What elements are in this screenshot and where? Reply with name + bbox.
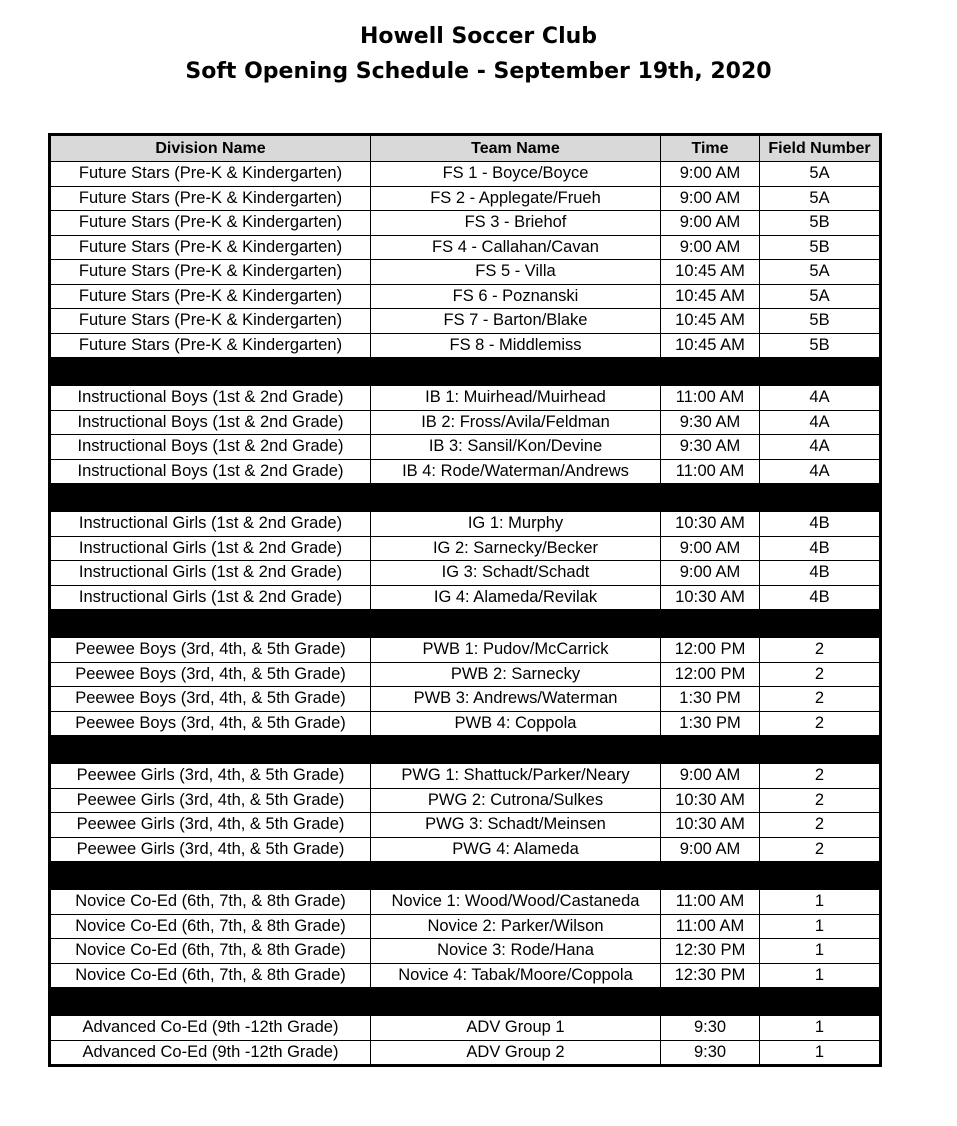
team-cell: FS 3 - Briehof (371, 211, 661, 236)
time-cell: 1:30 PM (661, 687, 760, 712)
field-cell: 4A (760, 459, 881, 484)
time-cell: 10:45 AM (661, 333, 760, 358)
field-cell: 5B (760, 211, 881, 236)
table-row (50, 837, 881, 862)
table-row (50, 459, 881, 484)
field-cell: 2 (760, 837, 881, 862)
field-cell: 4B (760, 585, 881, 610)
division-cell: Instructional Boys (1st & 2nd Grade) (50, 459, 371, 484)
team-cell: FS 7 - Barton/Blake (371, 309, 661, 334)
division-cell: Advanced Co-Ed (9th -12th Grade) (50, 1016, 371, 1041)
division-cell: Instructional Boys (1st & 2nd Grade) (50, 386, 371, 411)
time-cell: 10:45 AM (661, 260, 760, 285)
field-cell: 1 (760, 963, 881, 988)
team-cell: PWB 4: Coppola (371, 711, 661, 736)
column-header-team: Team Name (371, 135, 661, 162)
division-cell: Peewee Girls (3rd, 4th, & 5th Grade) (50, 813, 371, 838)
field-cell: 5A (760, 162, 881, 187)
team-cell: IB 3: Sansil/Kon/Devine (371, 435, 661, 460)
division-cell: Peewee Boys (3rd, 4th, & 5th Grade) (50, 687, 371, 712)
time-cell: 9:00 AM (661, 561, 760, 586)
division-cell: Future Stars (Pre-K & Kindergarten) (50, 211, 371, 236)
table-row (50, 284, 881, 309)
team-cell: FS 1 - Boyce/Boyce (371, 162, 661, 187)
table-row (50, 890, 881, 915)
team-cell: FS 5 - Villa (371, 260, 661, 285)
team-cell: PWB 3: Andrews/Waterman (371, 687, 661, 712)
team-cell: PWB 2: Sarnecky (371, 662, 661, 687)
field-cell: 1 (760, 890, 881, 915)
time-cell: 9:00 AM (661, 536, 760, 561)
schedule-subtitle: Soft Opening Schedule - September 19th, 2020 (185, 59, 772, 84)
team-cell: IG 1: Murphy (371, 512, 661, 537)
table-row (50, 309, 881, 334)
field-cell: 5B (760, 309, 881, 334)
team-cell: PWG 2: Cutrona/Sulkes (371, 788, 661, 813)
team-cell: PWG 4: Alameda (371, 837, 661, 862)
column-header-field: Field Number (760, 135, 881, 162)
table-row (50, 687, 881, 712)
division-cell: Novice Co-Ed (6th, 7th, & 8th Grade) (50, 914, 371, 939)
field-cell: 1 (760, 1016, 881, 1041)
separator-bar (50, 610, 881, 638)
field-cell: 2 (760, 687, 881, 712)
division-cell: Instructional Girls (1st & 2nd Grade) (50, 512, 371, 537)
field-cell: 4A (760, 386, 881, 411)
team-cell: Novice 4: Tabak/Moore/Coppola (371, 963, 661, 988)
field-cell: 4B (760, 536, 881, 561)
table-row (50, 914, 881, 939)
division-cell: Peewee Boys (3rd, 4th, & 5th Grade) (50, 711, 371, 736)
table-row (50, 963, 881, 988)
group-separator (50, 358, 881, 386)
team-cell: PWG 1: Shattuck/Parker/Neary (371, 764, 661, 789)
table-row (50, 561, 881, 586)
table-row (50, 638, 881, 663)
time-cell: 9:30 AM (661, 410, 760, 435)
time-cell: 12:00 PM (661, 638, 760, 663)
time-cell: 9:30 (661, 1040, 760, 1066)
division-cell: Instructional Boys (1st & 2nd Grade) (50, 435, 371, 460)
table-row (50, 662, 881, 687)
team-cell: IG 3: Schadt/Schadt (371, 561, 661, 586)
field-cell: 2 (760, 764, 881, 789)
field-cell: 5B (760, 333, 881, 358)
group-separator (50, 862, 881, 890)
division-cell: Future Stars (Pre-K & Kindergarten) (50, 260, 371, 285)
separator-bar (50, 988, 881, 1016)
division-cell: Peewee Girls (3rd, 4th, & 5th Grade) (50, 764, 371, 789)
table-row (50, 410, 881, 435)
time-cell: 9:00 AM (661, 211, 760, 236)
time-cell: 9:00 AM (661, 186, 760, 211)
time-cell: 10:45 AM (661, 309, 760, 334)
schedule-table (48, 133, 882, 1067)
table-row (50, 813, 881, 838)
table-row (50, 585, 881, 610)
time-cell: 10:30 AM (661, 585, 760, 610)
time-cell: 11:00 AM (661, 890, 760, 915)
time-cell: 1:30 PM (661, 711, 760, 736)
table-row (50, 211, 881, 236)
table-row (50, 235, 881, 260)
time-cell: 9:00 AM (661, 764, 760, 789)
time-cell: 10:30 AM (661, 813, 760, 838)
table-row (50, 939, 881, 964)
time-cell: 9:00 AM (661, 235, 760, 260)
group-separator (50, 736, 881, 764)
division-cell: Novice Co-Ed (6th, 7th, & 8th Grade) (50, 963, 371, 988)
time-cell: 12:30 PM (661, 963, 760, 988)
separator-bar (50, 736, 881, 764)
field-cell: 4A (760, 410, 881, 435)
table-row (50, 186, 881, 211)
field-cell: 4A (760, 435, 881, 460)
division-cell: Future Stars (Pre-K & Kindergarten) (50, 309, 371, 334)
time-cell: 9:30 (661, 1016, 760, 1041)
table-row (50, 711, 881, 736)
time-cell: 9:30 AM (661, 435, 760, 460)
table-row (50, 764, 881, 789)
division-cell: Instructional Girls (1st & 2nd Grade) (50, 561, 371, 586)
separator-bar (50, 484, 881, 512)
team-cell: FS 6 - Poznanski (371, 284, 661, 309)
division-cell: Peewee Girls (3rd, 4th, & 5th Grade) (50, 788, 371, 813)
schedule-body (50, 162, 881, 1066)
team-cell: FS 8 - Middlemiss (371, 333, 661, 358)
time-cell: 10:30 AM (661, 788, 760, 813)
field-cell: 5B (760, 235, 881, 260)
team-cell: Novice 1: Wood/Wood/Castaneda (371, 890, 661, 915)
team-cell: IB 1: Muirhead/Muirhead (371, 386, 661, 411)
division-cell: Novice Co-Ed (6th, 7th, & 8th Grade) (50, 890, 371, 915)
time-cell: 11:00 AM (661, 386, 760, 411)
field-cell: 2 (760, 662, 881, 687)
field-cell: 2 (760, 638, 881, 663)
time-cell: 11:00 AM (661, 914, 760, 939)
table-row (50, 1016, 881, 1041)
table-row (50, 333, 881, 358)
separator-bar (50, 358, 881, 386)
team-cell: Novice 3: Rode/Hana (371, 939, 661, 964)
field-cell: 4B (760, 561, 881, 586)
time-cell: 10:45 AM (661, 284, 760, 309)
time-cell: 9:00 AM (661, 837, 760, 862)
field-cell: 5A (760, 284, 881, 309)
team-cell: Novice 2: Parker/Wilson (371, 914, 661, 939)
time-cell: 12:30 PM (661, 939, 760, 964)
table-row (50, 260, 881, 285)
team-cell: ADV Group 2 (371, 1040, 661, 1066)
table-row (50, 536, 881, 561)
table-row (50, 386, 881, 411)
field-cell: 1 (760, 939, 881, 964)
group-separator (50, 988, 881, 1016)
team-cell: PWG 3: Schadt/Meinsen (371, 813, 661, 838)
division-cell: Future Stars (Pre-K & Kindergarten) (50, 186, 371, 211)
division-cell: Future Stars (Pre-K & Kindergarten) (50, 162, 371, 187)
field-cell: 5A (760, 186, 881, 211)
division-cell: Future Stars (Pre-K & Kindergarten) (50, 235, 371, 260)
division-cell: Instructional Girls (1st & 2nd Grade) (50, 585, 371, 610)
team-cell: IG 2: Sarnecky/Becker (371, 536, 661, 561)
division-cell: Instructional Boys (1st & 2nd Grade) (50, 410, 371, 435)
field-cell: 1 (760, 914, 881, 939)
column-header-time: Time (661, 135, 760, 162)
field-cell: 2 (760, 788, 881, 813)
field-cell: 5A (760, 260, 881, 285)
team-cell: ADV Group 1 (371, 1016, 661, 1041)
division-cell: Future Stars (Pre-K & Kindergarten) (50, 284, 371, 309)
division-cell: Peewee Girls (3rd, 4th, & 5th Grade) (50, 837, 371, 862)
time-cell: 9:00 AM (661, 162, 760, 187)
division-cell: Advanced Co-Ed (9th -12th Grade) (50, 1040, 371, 1066)
team-cell: IB 2: Fross/Avila/Feldman (371, 410, 661, 435)
division-cell: Novice Co-Ed (6th, 7th, & 8th Grade) (50, 939, 371, 964)
field-cell: 4B (760, 512, 881, 537)
table-row (50, 788, 881, 813)
group-separator (50, 484, 881, 512)
table-row (50, 1040, 881, 1066)
division-cell: Instructional Girls (1st & 2nd Grade) (50, 536, 371, 561)
table-row (50, 162, 881, 187)
team-cell: IB 4: Rode/Waterman/Andrews (371, 459, 661, 484)
field-cell: 2 (760, 711, 881, 736)
header-row (50, 135, 881, 162)
club-title: Howell Soccer Club (359, 24, 598, 49)
team-cell: FS 4 - Callahan/Cavan (371, 235, 661, 260)
field-cell: 1 (760, 1040, 881, 1066)
table-row (50, 435, 881, 460)
team-cell: PWB 1: Pudov/McCarrick (371, 638, 661, 663)
division-cell: Peewee Boys (3rd, 4th, & 5th Grade) (50, 662, 371, 687)
time-cell: 10:30 AM (661, 512, 760, 537)
division-cell: Peewee Boys (3rd, 4th, & 5th Grade) (50, 638, 371, 663)
group-separator (50, 610, 881, 638)
team-cell: FS 2 - Applegate/Frueh (371, 186, 661, 211)
time-cell: 12:00 PM (661, 662, 760, 687)
separator-bar (50, 862, 881, 890)
column-header-division: Division Name (50, 135, 371, 162)
table-row (50, 512, 881, 537)
division-cell: Future Stars (Pre-K & Kindergarten) (50, 333, 371, 358)
team-cell: IG 4: Alameda/Revilak (371, 585, 661, 610)
field-cell: 2 (760, 813, 881, 838)
time-cell: 11:00 AM (661, 459, 760, 484)
